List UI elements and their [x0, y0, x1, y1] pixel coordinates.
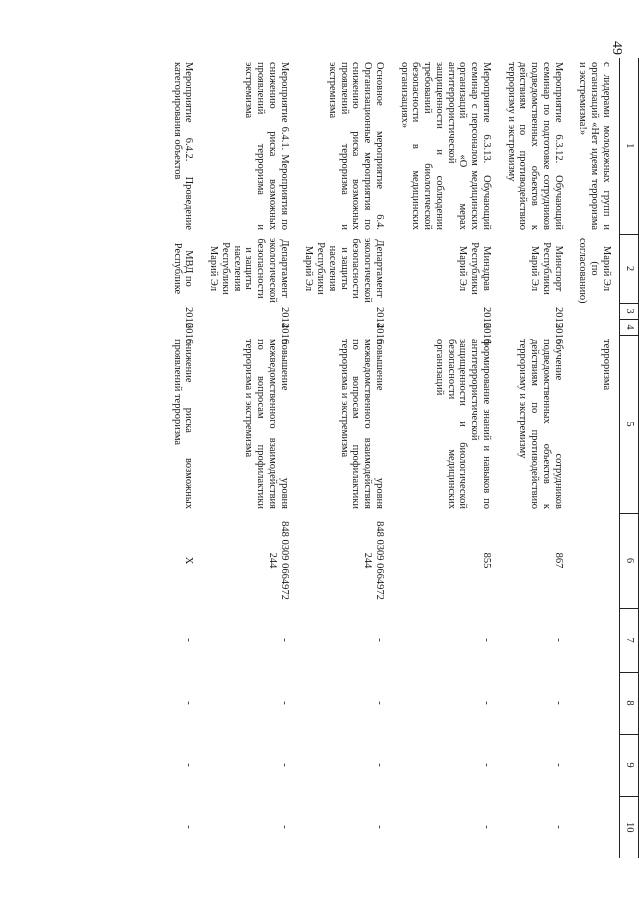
measure-cell: Мероприятие 6.3.12. Обучающий семинар по подготовке сотрудников подведомственных объектов к действиям по противодействию терроризму и экстремизму [505, 62, 564, 230]
header-row [620, 58, 639, 858]
table-row [392, 58, 499, 858]
measure-cell: Мероприятие 6.4.1. Мероприятия по снижению риска возможных проявлений терроризма и экстремизма [243, 62, 290, 230]
header-cell: 6 [620, 513, 639, 608]
result-cell: повышение уровня межведомственного взаимодействия по вопросам профилактики терроризма и экстремизма [338, 339, 385, 509]
start-year-cell: 2016 [183, 307, 195, 328]
measure-cell: Мероприятие 6.3.13. Обучающий семинар с персоналом медицинских организаций «О мерах антитеррористической защищенности и соблюдении требований биологической безопасности в медицинских организациях» [398, 62, 492, 230]
program-table [165, 58, 639, 858]
value-cell: - [374, 638, 385, 642]
value-cell: - [374, 825, 385, 829]
value-cell: - [183, 701, 195, 705]
result-cell: формирование знаний и навыков по антитеррористической защищенности и биологической безопасности медицинских организаций [434, 339, 492, 509]
measure-cell: Мероприятие 6.4.2. Проведение категорирования объектов [171, 62, 195, 230]
value-cell: - [374, 701, 385, 705]
table-row [297, 58, 392, 858]
result-cell: обучение сотрудников подведомственных объектов к действиям по противодействию терроризму и экстремизму [517, 339, 564, 509]
start-year-cell: 2015 [552, 307, 564, 328]
value-cell: - [183, 763, 195, 767]
end-year-cell: 2016 [552, 323, 564, 344]
result-cell: терроризма [601, 339, 612, 391]
value-cell: - [552, 763, 564, 767]
value-cell: - [278, 825, 290, 829]
header-cell: 3 [620, 303, 639, 319]
executor-cell: Минздрав Республики Марий Эл [457, 242, 492, 295]
table-row [202, 58, 297, 858]
start-year-cell: 2016 [481, 307, 492, 328]
code-cell: 867 [552, 552, 564, 569]
value-cell: - [278, 701, 290, 705]
executor-cell: Марий Эл (по согласованию) [577, 238, 612, 304]
value-cell: - [183, 825, 195, 829]
value-cell: - [481, 825, 492, 829]
code-cell: 848 0309 0664972 244 [267, 521, 290, 600]
code-cell: 855 [481, 552, 492, 569]
value-cell: - [481, 701, 492, 705]
header-cell: 4 [620, 319, 639, 335]
value-cell: - [481, 763, 492, 767]
end-year-cell: 2016 [183, 323, 195, 344]
code-cell [571, 513, 620, 608]
value-cell: - [278, 763, 290, 767]
result-cell: снижение риска возможных проявлений терроризма [171, 339, 195, 509]
value-cell [571, 734, 620, 796]
value-cell [571, 796, 620, 858]
start-year-cell [571, 303, 620, 319]
page-number: 49 [609, 41, 624, 55]
value-cell: - [552, 638, 564, 642]
header-cell: 7 [620, 608, 639, 672]
start-year-cell: 2014 [278, 307, 290, 328]
table-row [165, 58, 202, 858]
value-cell: - [374, 763, 385, 767]
value-cell: - [552, 825, 564, 829]
header-cell: 5 [620, 335, 639, 513]
header-cell: 9 [620, 734, 639, 796]
end-year-cell [571, 319, 620, 335]
value-cell [571, 608, 620, 672]
start-year-cell: 2014 [374, 307, 385, 328]
header-cell: 10 [620, 796, 639, 858]
value-cell: - [481, 638, 492, 642]
result-cell: повышение уровня межведомственного взаимодействия по вопросам профилактики терроризма и экстремизма [243, 339, 290, 509]
end-year-cell: 2016 [374, 323, 385, 344]
end-year-cell: 2016 [481, 323, 492, 344]
executor-cell: Департамент экологической безопасности и защиты населения Республики Марий Эл [208, 238, 290, 303]
value-cell: - [183, 638, 195, 642]
value-cell: - [278, 638, 290, 642]
table-row [499, 58, 571, 858]
header-cell: 8 [620, 672, 639, 734]
code-cell: X [183, 556, 195, 565]
executor-cell: МВД по Республике [171, 242, 195, 295]
value-cell [571, 672, 620, 734]
executor-cell: Минспорт Республики Марий Эл [529, 242, 564, 295]
table-row [571, 58, 620, 858]
header-cell: 2 [620, 234, 639, 303]
end-year-cell: 2016 [278, 323, 290, 344]
measure-cell: Основное мероприятие 6.4. Организационные мероприятия по снижению риска возможных проявлений терроризма и экстремизма [327, 62, 385, 230]
code-cell: 848 0309 0664972 244 [362, 521, 385, 600]
header-cell: 1 [623, 143, 635, 149]
executor-cell: Департамент экологической безопасности и защиты населения Республики Марий Эл [303, 238, 385, 303]
value-cell: - [552, 701, 564, 705]
measure-cell: с лидерами молодежных групп и организаций «Нет идеям терроризма и экстремизма!» [577, 62, 612, 230]
